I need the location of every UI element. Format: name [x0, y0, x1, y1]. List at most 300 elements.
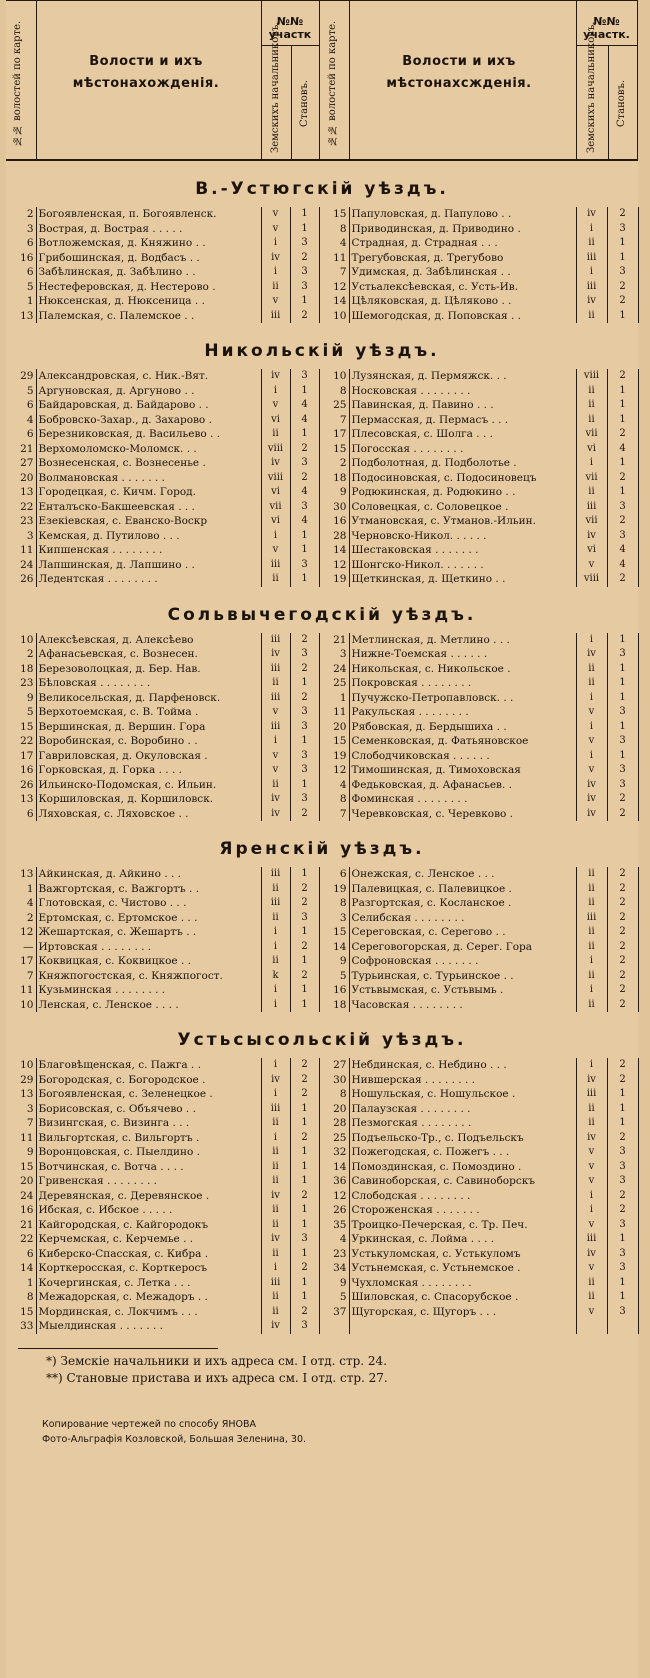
row-stanov-right: 2: [607, 514, 638, 529]
row-stanov-right: 2: [607, 572, 638, 587]
row-zemsk: iv: [261, 792, 290, 807]
row-stanov: 3: [290, 705, 319, 720]
row-number-right: 12: [319, 280, 349, 295]
row-name: Кочергинская, с. Летка . . .: [36, 1276, 261, 1291]
row-zemsk: iii: [261, 896, 290, 911]
row-stanov: 1: [290, 954, 319, 969]
row-zemsk-right: iii: [576, 1087, 607, 1102]
row-name-right: Покровская . . . . . . . .: [349, 676, 576, 691]
row-name-right: Черновско-Никол. . . . . .: [349, 529, 576, 544]
row-name: Ленская, с. Ленское . . . .: [36, 998, 261, 1013]
row-stanov: 2: [290, 1058, 319, 1073]
section-title: В.-Устюгскій уѣздъ.: [195, 179, 449, 199]
row-zemsk: i: [261, 265, 290, 280]
row-number-right: 1: [319, 691, 349, 706]
row-zemsk: i: [261, 983, 290, 998]
row-number: 15: [20, 720, 34, 733]
row-number-right: 24: [319, 662, 349, 677]
row-number-right: 12: [319, 558, 349, 573]
row-name: Коквицкая, с. Коквицкое . .: [36, 954, 261, 969]
row-number: 15: [20, 1305, 34, 1318]
row-number: 1: [26, 882, 34, 895]
row-stanov-right: 1: [607, 1102, 638, 1117]
table-row: [6, 1116, 638, 1131]
table-row: [6, 485, 638, 500]
row-number-right: 23: [319, 1247, 349, 1262]
row-stanov-right: 2: [607, 983, 638, 998]
row-zemsk: i: [261, 734, 290, 749]
row-name: Аргуновская, д. Аргуново . .: [36, 384, 261, 399]
row-stanov: 3: [290, 720, 319, 735]
row-name-right: Сереговская, с. Серегово . .: [349, 925, 576, 940]
stanov-label: Становъ.: [299, 79, 310, 127]
num-col-header-right: [319, 1, 350, 159]
row-name-right: Чухломская . . . . . . . .: [349, 1276, 576, 1291]
row-zemsk-right: ii: [576, 384, 607, 399]
table-row: [6, 882, 638, 897]
imprint: [6, 1417, 638, 1447]
row-zemsk: i: [261, 1131, 290, 1146]
row-zemsk-right: v: [576, 1145, 607, 1160]
row-name-right: Лузянская, д. Пермяжск. . .: [349, 369, 576, 384]
row-zemsk-right: v: [576, 1261, 607, 1276]
row-name-right: Шемогодская, д. Поповская . .: [349, 309, 576, 324]
table-row: [6, 265, 638, 280]
row-zemsk-right: v: [576, 558, 607, 573]
row-stanov-right: 1: [607, 662, 638, 677]
row-stanov-right: 2: [607, 954, 638, 969]
row-stanov: 1: [290, 1116, 319, 1131]
row-zemsk-right: ii: [576, 398, 607, 413]
row-stanov-right: 2: [607, 1203, 638, 1218]
row-name-right: Тимошинская, д. Тимоховская: [349, 763, 576, 778]
row-name-right: Разгортская, с. Косланское .: [349, 896, 576, 911]
row-stanov-right: 3: [607, 1261, 638, 1276]
row-stanov-right: 3: [607, 1218, 638, 1233]
row-zemsk: ii: [261, 1247, 290, 1262]
table-row: [6, 514, 638, 529]
row-number: 1: [26, 1276, 34, 1289]
row-number-right: 34: [319, 1261, 349, 1276]
row-zemsk-right: v: [576, 1160, 607, 1175]
table-row: [6, 662, 638, 677]
row-number-right: 5: [319, 969, 349, 984]
row-name-right: Щеткинская, д. Щеткино . .: [349, 572, 576, 587]
row-number-right: 27: [319, 1058, 349, 1073]
row-name: Городецкая, с. Кичм. Город.: [36, 485, 261, 500]
row-zemsk: v: [261, 294, 290, 309]
row-number: 10: [20, 998, 34, 1011]
row-stanov-right: 1: [607, 633, 638, 648]
row-stanov: 1: [290, 676, 319, 691]
row-zemsk-right: i: [576, 265, 607, 280]
row-name-right: Плесовская, с. Шолга . . .: [349, 427, 576, 442]
table-row: [6, 1247, 638, 1262]
row-name: Верхомоломско-Моломск. . .: [36, 442, 261, 457]
row-zemsk: iii: [261, 558, 290, 573]
row-name-right: Пезмогская . . . . . . . .: [349, 1116, 576, 1131]
row-name: Богоявленская, с. Зеленецкое .: [36, 1087, 261, 1102]
row-number-right: 16: [319, 983, 349, 998]
row-number-right: 14: [319, 940, 349, 955]
row-stanov-right: 1: [607, 485, 638, 500]
row-stanov-right: 2: [607, 1189, 638, 1204]
row-stanov-right: 3: [607, 734, 638, 749]
row-name-right: Селибская . . . . . . . .: [349, 911, 576, 926]
row-zemsk-right: ii: [576, 925, 607, 940]
row-number-right: 19: [319, 572, 349, 587]
row-number: 24: [20, 558, 34, 571]
row-number-right: 26: [319, 1203, 349, 1218]
row-stanov: 1: [290, 1276, 319, 1291]
row-zemsk: ii: [261, 1290, 290, 1305]
row-name: Киберско-Спасская, с. Кибра .: [36, 1247, 261, 1262]
row-number: 11: [20, 544, 34, 556]
row-zemsk: ii: [261, 1145, 290, 1160]
table-row: [6, 778, 638, 793]
row-number: 18: [20, 662, 34, 675]
row-stanov: 2: [290, 882, 319, 897]
row-zemsk-right: iv: [576, 807, 607, 822]
row-zemsk: i: [261, 925, 290, 940]
row-number: 16: [20, 1204, 34, 1216]
row-name-right: Страдная, д. Страдная . . .: [349, 236, 576, 251]
row-stanov-right: 2: [607, 280, 638, 295]
table-row: [6, 792, 638, 807]
row-stanov: 1: [290, 222, 319, 237]
row-zemsk-right: i: [576, 691, 607, 706]
row-name: Коршиловская, д. Коршиловск.: [36, 792, 261, 807]
row-stanov: 2: [290, 633, 319, 648]
row-number: 26: [20, 573, 34, 585]
row-name-right: Сереговогорская, д. Серег. Гора: [349, 940, 576, 955]
row-number-right: 17: [319, 427, 349, 442]
row-stanov: 3: [290, 647, 319, 662]
row-name: Богоявленская, п. Богоявленск.: [36, 207, 261, 222]
row-number-right: 20: [319, 720, 349, 735]
row-number-right: 11: [319, 251, 349, 266]
row-zemsk-right: v: [576, 734, 607, 749]
row-zemsk-right: vi: [576, 442, 607, 457]
section-title: Яренскій уѣздъ.: [219, 839, 425, 859]
row-stanov: 3: [290, 500, 319, 515]
row-number: 13: [20, 868, 34, 880]
row-stanov-right: 1: [607, 691, 638, 706]
row-name-right: Устьалексѣевская, с. Усть-Ив.: [349, 280, 576, 295]
row-name: Ледентская . . . . . . . .: [36, 572, 261, 587]
row-name: Волмановская . . . . . . .: [36, 471, 261, 486]
row-number: 22: [20, 500, 34, 513]
row-zemsk-right: i: [576, 633, 607, 648]
row-stanov-right: 3: [607, 1145, 638, 1160]
table-row: [6, 1174, 638, 1189]
name-col-header: [36, 1, 262, 159]
row-number-right: 9: [319, 1276, 349, 1291]
row-zemsk-right: i: [576, 456, 607, 471]
row-stanov-right: 3: [607, 265, 638, 280]
table-row: [6, 1276, 638, 1291]
row-stanov: 1: [290, 529, 319, 544]
row-zemsk: iii: [261, 867, 290, 882]
row-zemsk-right: [576, 1319, 607, 1334]
row-zemsk-right: v: [576, 1218, 607, 1233]
row-number: 9: [26, 1146, 34, 1158]
row-stanov-right: 3: [607, 763, 638, 778]
row-name-right: Семенковская, д. Фатьяновское: [349, 734, 576, 749]
row-zemsk-right: ii: [576, 1116, 607, 1131]
row-number-right: 25: [319, 398, 349, 413]
row-name: Забѣлинская, д. Забѣлино . .: [36, 265, 261, 280]
row-number: 6: [26, 807, 34, 820]
row-number: 11: [20, 984, 34, 996]
row-stanov-right: 1: [607, 236, 638, 251]
row-name-right: Подъельско-Тр., с. Подъельскъ: [349, 1131, 576, 1146]
row-stanov: 2: [290, 969, 319, 984]
row-zemsk-right: vii: [576, 471, 607, 486]
row-number-right: 25: [319, 676, 349, 691]
row-name: Лапшинская, д. Лапшино . .: [36, 558, 261, 573]
row-zemsk-right: iv: [576, 207, 607, 222]
row-number: 5: [26, 706, 34, 718]
row-stanov: 2: [290, 251, 319, 266]
row-zemsk-right: viii: [576, 572, 607, 587]
row-name: Горковская, д. Горка . . . .: [36, 763, 261, 778]
row-zemsk: ii: [261, 1174, 290, 1189]
row-stanov-right: 3: [607, 500, 638, 515]
row-number-right: [319, 1319, 349, 1334]
row-name: Байдаровская, д. Байдарово . .: [36, 398, 261, 413]
table-row: [6, 442, 638, 457]
row-stanov: 4: [290, 514, 319, 529]
row-zemsk: ii: [261, 1160, 290, 1175]
row-stanov-right: 2: [607, 969, 638, 984]
row-zemsk-right: i: [576, 954, 607, 969]
row-name: Березоволоцкая, д. Бер. Нав.: [36, 662, 261, 677]
row-name: Березниковская, д. Васильево . .: [36, 427, 261, 442]
row-zemsk: ii: [261, 572, 290, 587]
row-number-right: 9: [319, 485, 349, 500]
row-name: Вотложемская, д. Княжино . .: [36, 236, 261, 251]
row-zemsk-right: i: [576, 983, 607, 998]
row-zemsk: v: [261, 398, 290, 413]
row-stanov: 1: [290, 572, 319, 587]
row-zemsk: i: [261, 1058, 290, 1073]
row-name: Енталъско-Бакшеевская . . .: [36, 500, 261, 515]
imprint-line-2: Фото-Альграфія Козловской, Большая Зеленина, 30.: [42, 1433, 307, 1445]
row-number: —: [23, 940, 34, 953]
row-zemsk-right: iv: [576, 529, 607, 544]
footnote-1: *) Земскіе начальники и ихъ адреса см. I отд. стр. 24.: [46, 1353, 388, 1368]
row-name-right: Метлинская, д. Метлино . . .: [349, 633, 576, 648]
row-number: 12: [20, 926, 34, 938]
table-row: [6, 369, 638, 384]
row-zemsk: ii: [261, 676, 290, 691]
row-number-right: 7: [319, 807, 349, 822]
row-name: Алексѣевская, д. Алексѣево: [36, 633, 261, 648]
table-row: [6, 720, 638, 735]
sections-container: [6, 171, 638, 1334]
row-zemsk-right: ii: [576, 969, 607, 984]
row-number-right: 18: [319, 998, 349, 1013]
row-zemsk-right: i: [576, 749, 607, 764]
row-stanov-right: 1: [607, 413, 638, 428]
row-name: Нюксенская, д. Нюксеница . .: [36, 294, 261, 309]
row-zemsk-right: v: [576, 763, 607, 778]
row-stanov: 3: [290, 369, 319, 384]
row-name: Айкинская, д. Айкино . . .: [36, 867, 261, 882]
row-stanov-right: 2: [607, 369, 638, 384]
section-table: [6, 207, 639, 323]
row-number-right: 30: [319, 500, 349, 515]
row-stanov: 1: [290, 867, 319, 882]
row-zemsk-right: viii: [576, 369, 607, 384]
row-stanov: 2: [290, 662, 319, 677]
row-stanov-right: 4: [607, 442, 638, 457]
row-number: 13: [20, 793, 34, 805]
table-row: [6, 1305, 638, 1320]
table-header: [6, 0, 638, 161]
row-name-right: Палевицкая, с. Палевицкое .: [349, 882, 576, 897]
table-row: [6, 1218, 638, 1233]
row-name: Бобровско-Захар., д. Захарово .: [36, 413, 261, 428]
table-row: [6, 456, 638, 471]
row-stanov: 1: [290, 543, 319, 558]
row-stanov: 2: [290, 1131, 319, 1146]
row-name: Кайгородская, с. Кайгородокъ: [36, 1218, 261, 1233]
table-row: [6, 647, 638, 662]
row-stanov: 3: [290, 236, 319, 251]
row-zemsk-right: i: [576, 1058, 607, 1073]
row-number: 27: [20, 457, 34, 469]
row-stanov-right: 1: [607, 1116, 638, 1131]
row-zemsk-right: v: [576, 1174, 607, 1189]
row-name: Богородская, с. Богородское .: [36, 1073, 261, 1088]
row-number: 2: [26, 208, 34, 220]
uchastok-label: №№ участк: [268, 15, 312, 41]
row-number-right: 15: [319, 442, 349, 457]
row-name: Деревянская, с. Деревянское .: [36, 1189, 261, 1204]
row-stanov: 2: [290, 1261, 319, 1276]
row-stanov: 2: [290, 896, 319, 911]
row-zemsk: iii: [261, 691, 290, 706]
table-row: [6, 1261, 638, 1276]
row-name-right: Нившерская . . . . . . . .: [349, 1073, 576, 1088]
row-stanov: 3: [290, 456, 319, 471]
section-table: [6, 633, 639, 822]
row-name: Воронцовская, с. Пыелдино .: [36, 1145, 261, 1160]
row-zemsk: v: [261, 543, 290, 558]
footnote-divider: [18, 1348, 218, 1349]
row-name-right: Погосская . . . . . . . .: [349, 442, 576, 457]
table-row: [6, 925, 638, 940]
row-number-right: 14: [319, 294, 349, 309]
row-zemsk: ii: [261, 882, 290, 897]
table-row: [6, 1087, 638, 1102]
row-number-right: 7: [319, 265, 349, 280]
row-stanov: 2: [290, 940, 319, 955]
row-stanov: 4: [290, 398, 319, 413]
row-number: 9: [26, 691, 34, 704]
row-stanov: 2: [290, 807, 319, 822]
row-stanov: 2: [290, 691, 319, 706]
row-zemsk-right: i: [576, 1189, 607, 1204]
row-name: Глотовская, с. Чистово . . .: [36, 896, 261, 911]
row-number-right: 12: [319, 1189, 349, 1204]
row-stanov-right: 1: [607, 309, 638, 324]
row-zemsk: i: [261, 1261, 290, 1276]
row-number-right: 2: [319, 456, 349, 471]
row-stanov-right: 3: [607, 647, 638, 662]
row-number-right: 20: [319, 1102, 349, 1117]
section-table: [6, 867, 639, 1012]
row-number: 21: [20, 1218, 34, 1231]
row-number-right: 28: [319, 1116, 349, 1131]
row-stanov-right: 4: [607, 543, 638, 558]
row-number: 7: [26, 1117, 34, 1129]
row-zemsk-right: vii: [576, 427, 607, 442]
row-name-right: Онежская, с. Ленское . . .: [349, 867, 576, 882]
row-name-right: Троицко-Печерская, с. Тр. Печ.: [349, 1218, 576, 1233]
row-stanov-right: 2: [607, 807, 638, 822]
table-row: [6, 763, 638, 778]
row-stanov: 1: [290, 207, 319, 222]
row-number: 22: [20, 1233, 34, 1245]
name-col-title: Волости и ихъ мѣстонахожденія.: [72, 54, 220, 91]
row-zemsk-right: iii: [576, 280, 607, 295]
row-zemsk: iii: [261, 309, 290, 324]
row-zemsk: viii: [261, 442, 290, 457]
row-zemsk: iv: [261, 647, 290, 662]
row-number-right: 15: [319, 734, 349, 749]
row-number-right: 10: [319, 369, 349, 384]
row-name: Палемская, с. Палемское . .: [36, 309, 261, 324]
row-stanov: 2: [290, 471, 319, 486]
row-number-right: 10: [319, 309, 349, 324]
row-number-right: 7: [319, 413, 349, 428]
row-stanov-right: 2: [607, 1058, 638, 1073]
row-stanov-right: 2: [607, 882, 638, 897]
row-number-right: 8: [319, 792, 349, 807]
row-stanov: 3: [290, 265, 319, 280]
row-stanov-right: 2: [607, 911, 638, 926]
row-number-right: 25: [319, 1131, 349, 1146]
row-stanov: 1: [290, 384, 319, 399]
row-zemsk: vii: [261, 500, 290, 515]
table-row: [6, 1145, 638, 1160]
row-number-right: 14: [319, 543, 349, 558]
row-name: Кузьминская . . . . . . . .: [36, 983, 261, 998]
row-name: Грибошинская, д. Водбасъ . .: [36, 251, 261, 266]
row-stanov: 2: [290, 1305, 319, 1320]
row-number: 24: [20, 1189, 34, 1202]
row-stanov-right: 3: [607, 778, 638, 793]
row-number-right: 8: [319, 384, 349, 399]
row-number-right: 15: [319, 207, 349, 222]
row-number: 3: [26, 529, 34, 542]
row-name: Межадорская, с. Межадоръ . .: [36, 1290, 261, 1305]
row-zemsk-right: ii: [576, 896, 607, 911]
row-name-right: Папуловская, д. Папулово . .: [349, 207, 576, 222]
row-zemsk: ii: [261, 1203, 290, 1218]
row-stanov-right: 1: [607, 251, 638, 266]
table-row: [6, 998, 638, 1013]
row-zemsk-right: iv: [576, 778, 607, 793]
row-zemsk-right: iv: [576, 1131, 607, 1146]
table-row: [6, 734, 638, 749]
row-number: 4: [26, 413, 34, 426]
row-name-right: Софроновская . . . . . . .: [349, 954, 576, 969]
table-row: [6, 500, 638, 515]
